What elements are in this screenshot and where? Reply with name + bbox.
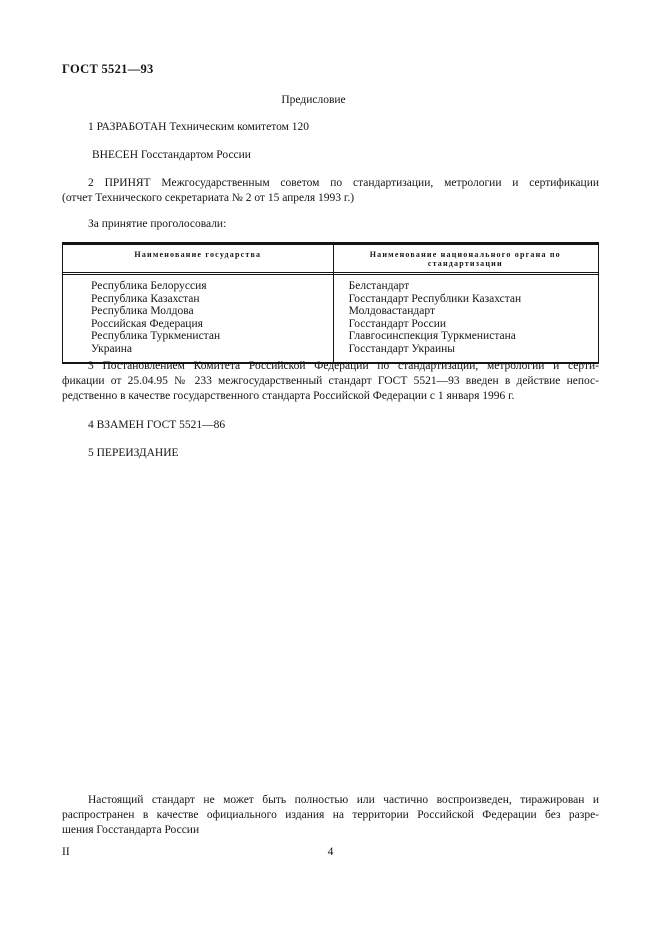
paragraph-line: шения Госстандарта России <box>62 824 200 837</box>
paragraph-line: 3 Постановлением Комитета Российской Федерации по стандартизации, метрологии и серти- <box>88 360 599 372</box>
table-cell-org: Госстандарт России <box>348 317 447 330</box>
table-row <box>63 293 598 306</box>
paragraph-line: Настоящий стандарт не может быть полностью или частично воспроизведен, тиражирован и <box>88 794 599 806</box>
table-header-row <box>63 245 598 275</box>
paragraph-line: (отчет Технического секретариата № 2 от 15 апреля 1993 г.) <box>62 192 355 205</box>
preface-title: Предисловие <box>281 94 346 106</box>
table-cell-state: Республика Молдова <box>91 305 194 318</box>
table-row <box>63 305 598 318</box>
preface-item-developed: 1 РАЗРАБОТАН Техническим комитетом 120 <box>88 121 309 133</box>
table-cell-org: Госстандарт Республики Казахстан <box>348 292 522 305</box>
table-cell-org: Белстандарт <box>348 280 410 292</box>
doc-code: ГОСТ 5521—93 <box>62 62 154 76</box>
table-cell-state: Республика Туркменистан <box>91 330 221 343</box>
table-cell-org: Молдовастандарт <box>348 305 435 318</box>
preface-item-replaces: 4 ВЗАМЕН ГОСТ 5521—86 <box>88 419 226 431</box>
preface-item-submitted: ВНЕСЕН Госстандартом России <box>92 149 251 161</box>
table-cell-org: Госстандарт Украины <box>348 342 455 355</box>
preface-item-reissue: 5 ПЕРЕИЗДАНИЕ <box>88 447 179 459</box>
table-cell-org: Главгосинспекция Туркменистана <box>348 330 516 343</box>
copyright-notice <box>62 793 599 839</box>
table-row <box>63 343 598 356</box>
table-row <box>63 330 598 343</box>
preface-item-enacted <box>62 359 599 405</box>
table-header-org: Наименование национального органа по стандартизации <box>369 250 561 268</box>
page-number-arabic: 4 <box>327 846 334 858</box>
table-header-state: Наименование государства <box>134 250 262 259</box>
table-row <box>63 318 598 331</box>
preface-item-accepted <box>62 176 599 206</box>
table-column-divider <box>333 245 334 362</box>
voting-intro: За принятие проголосовали: <box>88 218 227 230</box>
table-cell-state: Российская Федерация <box>91 317 203 330</box>
table-cell-state: Украина <box>91 342 132 355</box>
paragraph-line: распространен в качестве официального издания на территории Российской Федерации без разре- <box>62 809 599 822</box>
paragraph-line: 2 ПРИНЯТ Межгосударственным советом по стандартизации, метрологии и сертификации <box>88 177 599 189</box>
table-cell-state: Республика Казахстан <box>91 292 200 305</box>
table-cell-state: Республика Белоруссия <box>91 280 207 292</box>
paragraph-line: редственно в качестве государственного стандарта Российской Федерации с 1 января 1996 г. <box>62 390 515 403</box>
voting-table <box>62 242 599 364</box>
paragraph-line: фикации от 25.04.95 № 233 межгосударственный стандарт ГОСТ 5521—93 введен в действие непос- <box>62 375 599 388</box>
table-body <box>63 275 598 362</box>
page-number-roman: II <box>62 846 70 858</box>
table-row <box>63 280 598 293</box>
